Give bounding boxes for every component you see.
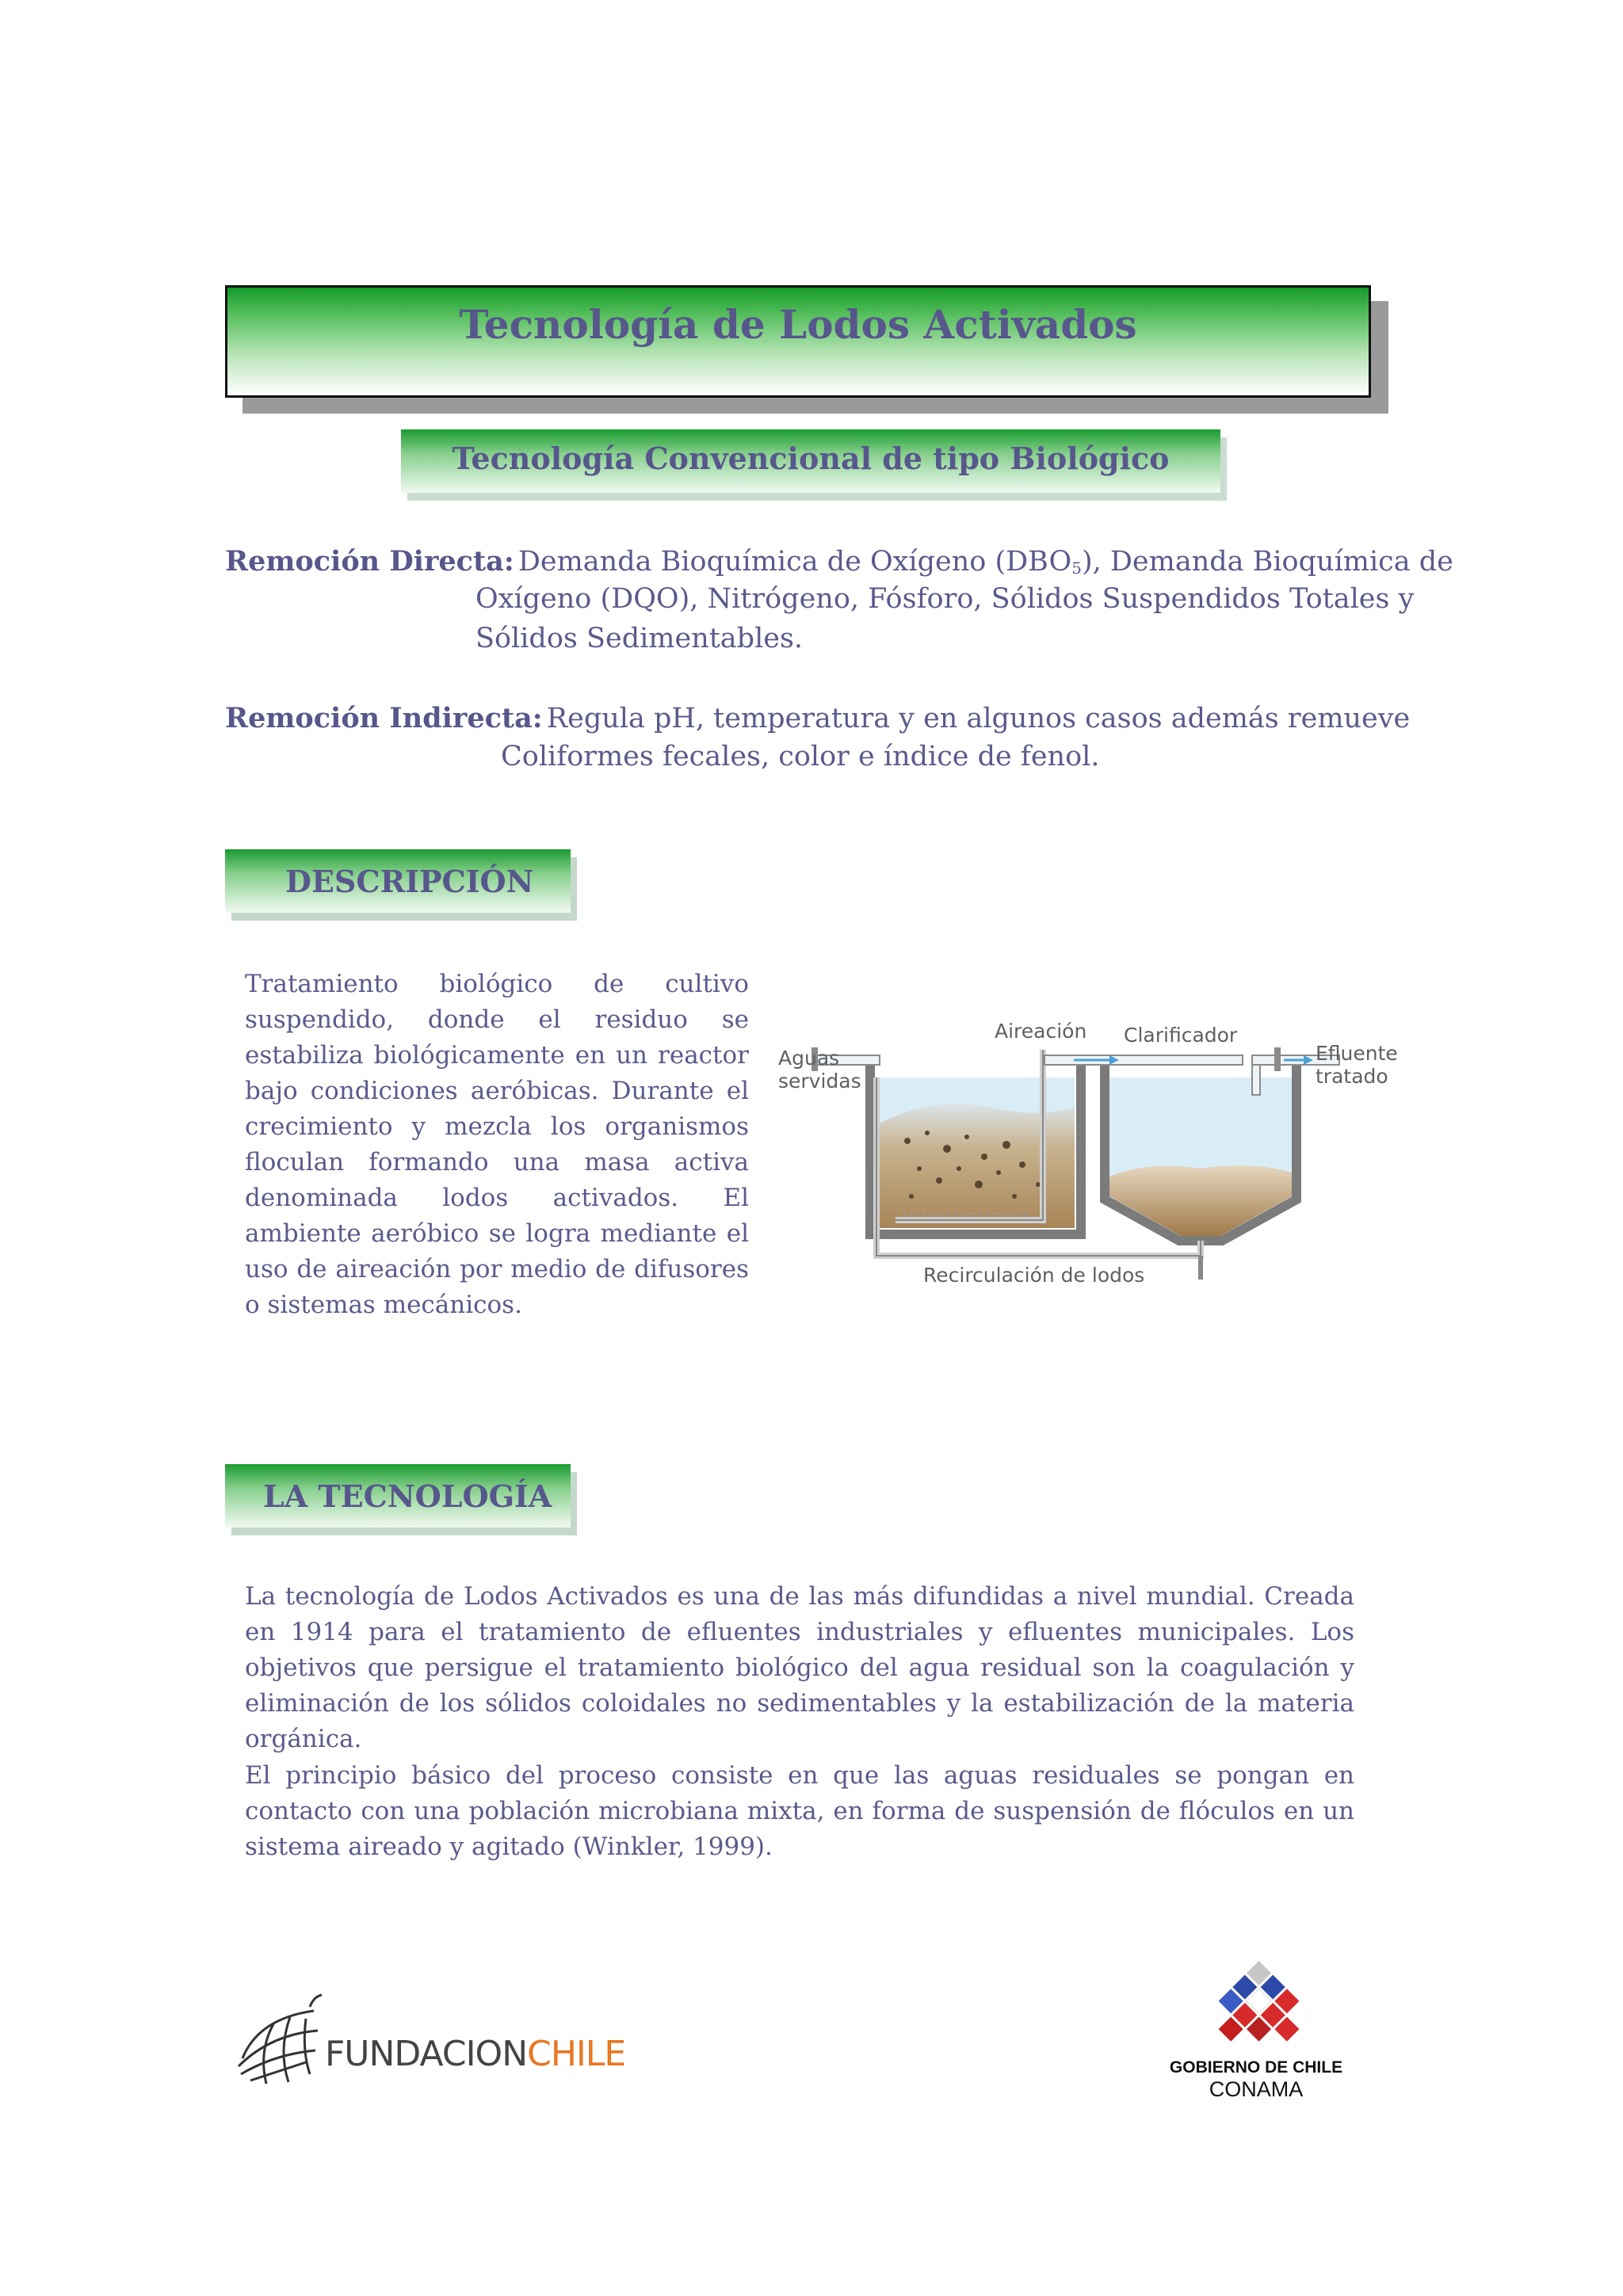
technology-paragraph-2: El principio básico del proceso consiste en que las aguas residuales se pongan en contacto con una población microbiana mixta, en forma de suspensión de flóculos en un sistema aireado y agitado (Winkler, 1999). xyxy=(245,1761,1354,1861)
fundacion-chile-wordmark xyxy=(325,2034,625,2074)
clarifier-sludge xyxy=(1109,1165,1292,1236)
title-banner xyxy=(225,285,1371,398)
label-servidas: servidas xyxy=(778,1070,861,1093)
label-recirculacion: Recirculación de lodos xyxy=(923,1264,1145,1287)
chile-wordmark-part: CHILE xyxy=(527,2034,626,2074)
outlet-flange xyxy=(1274,1047,1281,1071)
description-heading: DESCRIPCIÓN xyxy=(285,864,534,899)
page-subtitle: Tecnología Convencional de tipo Biológico xyxy=(452,441,1170,476)
activated-sludge-diagram xyxy=(777,1006,1411,1291)
dbo-subscript: 5 xyxy=(1071,559,1082,578)
gobierno-de-chile-label: GOBIERNO DE CHILE xyxy=(1169,2058,1343,2077)
page-title: Tecnología de Lodos Activados xyxy=(459,301,1137,348)
description-heading-box xyxy=(225,849,571,913)
subtitle-banner xyxy=(401,429,1220,493)
description-text: Tratamiento biológico de cultivo suspendido, donde el residuo se estabiliza biológicamente en un reactor bajo condiciones aeróbicas. Durante el crecimiento y mezcla los organismos floculan formando una masa activa denominada lodos activados. El ambiente aeróbico se logra mediante el uso de aireación por medio de difusores o sistemas mecánicos. xyxy=(245,970,749,1319)
technology-paragraph-1: La tecnología de Lodos Activados es una de las más difundidas a nivel mundial. Creada en 1914 para el tratamiento de efluentes industriales y efluentes municipales. Los objetivos que persigue el tratamiento biológico del agua residual son la coagulación y eliminación de los sólidos coloidales no sedimentables y la estabilización de la materia orgánica. xyxy=(245,1582,1354,1753)
direct-removal-text-a: Demanda Bioquímica de Oxígeno (DBO xyxy=(517,546,1072,578)
direct-removal-line-1 xyxy=(225,542,1453,582)
indirect-removal-line-2: Coliformes fecales, color e índice de fenol. xyxy=(501,741,1100,772)
direct-removal-text-b: ), Demanda Bioquímica de xyxy=(1081,546,1453,578)
label-efluente: Efluente xyxy=(1316,1042,1398,1065)
label-aireacion: Aireación xyxy=(995,1020,1087,1043)
indirect-removal-line-1 xyxy=(225,699,1410,738)
technology-heading: LA TECNOLOGÍA xyxy=(263,1478,552,1514)
conama-label: CONAMA xyxy=(1209,2077,1304,2101)
label-aguas: Aguas xyxy=(778,1047,840,1070)
fundacion-chile-globe-icon xyxy=(227,1987,330,2090)
fundacion-wordmark-part: FUNDACION xyxy=(325,2034,528,2074)
direct-removal-line-3: Sólidos Sedimentables. xyxy=(475,623,804,654)
technology-heading-box xyxy=(225,1464,571,1527)
direct-removal-label: Remoción Directa: xyxy=(225,545,514,578)
direct-removal-line-2: Oxígeno (DQO), Nitrógeno, Fósforo, Sólidos Suspendidos Totales y xyxy=(475,583,1415,615)
gobierno-chile-emblem-icon xyxy=(1201,1957,1312,2060)
indirect-removal-label: Remoción Indirecta: xyxy=(225,702,543,734)
indirect-removal-text: Regula pH, temperatura y en algunos casos además remueve xyxy=(546,703,1411,734)
label-clarificador: Clarificador xyxy=(1124,1024,1238,1047)
label-tratado: tratado xyxy=(1316,1065,1388,1088)
